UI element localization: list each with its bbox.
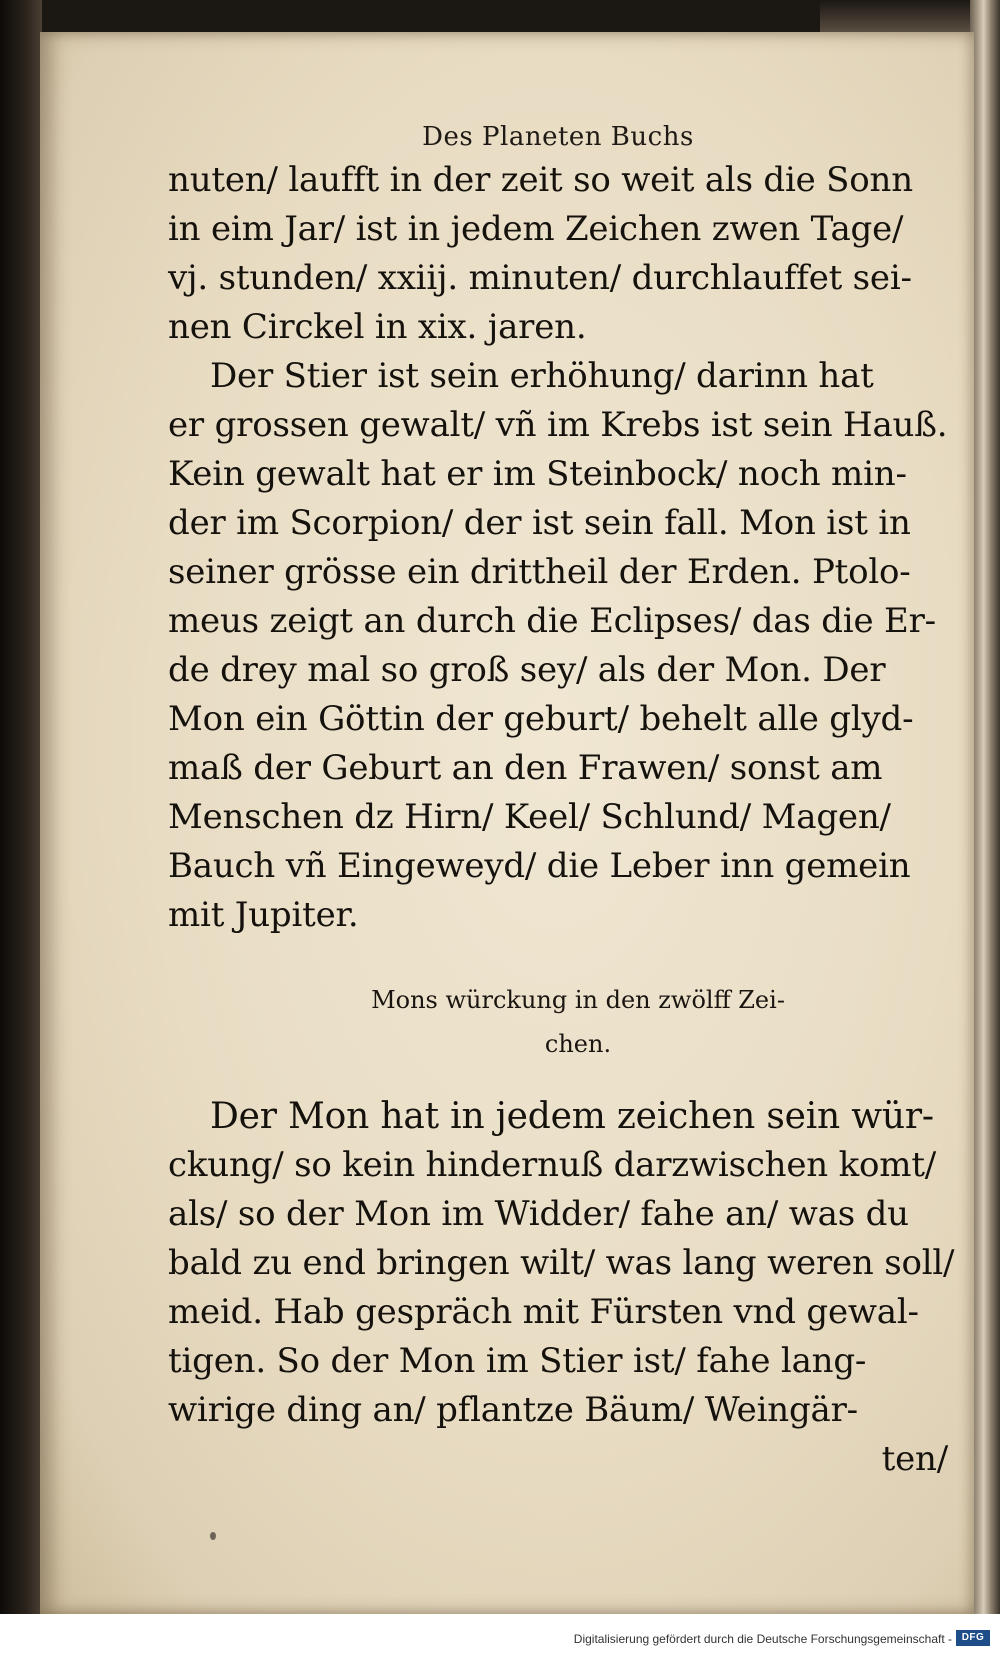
text-line: ckung/ so kein hindernuß darzwischen komt/ bbox=[168, 1145, 937, 1185]
text-line: Kein gewalt hat er im Steinbock/ noch min- bbox=[168, 454, 907, 494]
text-line: Der Mon hat in jedem zeichen sein wür- bbox=[210, 1096, 934, 1137]
paragraph-2 bbox=[168, 352, 948, 940]
book-binding bbox=[0, 0, 42, 1666]
footer-bar bbox=[0, 1614, 1000, 1666]
text-line: Mon ein Göttin der geburt/ behelt alle glyd- bbox=[168, 699, 914, 739]
text-line: Menschen dz Hirn/ Keel/ Schlund/ Magen/ bbox=[168, 797, 891, 837]
text-line: wirige ding an/ pflantze Bäum/ Weingär- bbox=[168, 1390, 858, 1430]
section-heading-line: Mons würckung in den zwölff Zei- bbox=[371, 986, 785, 1014]
ink-spot bbox=[210, 1532, 216, 1540]
footer-credit: Digitalisierung gefördert durch die Deutsche Forschungsgemeinschaft - bbox=[573, 1632, 952, 1646]
text-line: maß der Geburt an den Frawen/ sonst am bbox=[168, 748, 883, 788]
paragraph-1 bbox=[168, 156, 948, 352]
text-line: de drey mal so groß sey/ als der Mon. Der bbox=[168, 650, 886, 690]
text-line: Der Stier ist sein erhöhung/ darinn hat bbox=[210, 356, 874, 396]
dfg-logo[interactable]: DFG bbox=[956, 1630, 990, 1646]
text-line: nen Circkel in xix. jaren. bbox=[168, 307, 587, 347]
section-heading-line: chen. bbox=[544, 1030, 612, 1058]
text-line: tigen. So der Mon im Stier ist/ fahe lang- bbox=[168, 1341, 867, 1381]
text-line: meus zeigt an durch die Eclipses/ das die Er- bbox=[168, 601, 936, 641]
section-heading bbox=[168, 978, 948, 1066]
paragraph-3 bbox=[168, 1092, 955, 1484]
text-line: er grossen gewalt/ vñ im Krebs ist sein Hauß. bbox=[168, 405, 948, 445]
page-text-block bbox=[168, 122, 955, 1484]
text-line: nuten/ laufft in der zeit so weit als die Sonn bbox=[168, 160, 913, 200]
text-line: als/ so der Mon im Widder/ fahe an/ was du bbox=[168, 1194, 909, 1234]
text-line: seiner grösse ein drittheil der Erden. Ptolo- bbox=[168, 552, 911, 592]
page-edges bbox=[970, 0, 1000, 1666]
text-line: mit Jupiter. bbox=[168, 895, 359, 935]
text-line: Bauch vñ Eingeweyd/ die Leber inn gemein bbox=[168, 846, 911, 886]
text-line: in eim Jar/ ist in jedem Zeichen zwen Tage/ bbox=[168, 209, 904, 249]
catchword: ten/ bbox=[881, 1439, 948, 1479]
text-line: meid. Hab gespräch mit Fürsten vnd gewal- bbox=[168, 1292, 919, 1332]
running-head: Des Planeten Buchs bbox=[422, 122, 694, 152]
text-line: bald zu end bringen wilt/ was lang weren soll/ bbox=[168, 1243, 955, 1283]
text-line: der im Scorpion/ der ist sein fall. Mon ist in bbox=[168, 503, 911, 543]
book-page bbox=[40, 32, 974, 1614]
text-line: vj. stunden/ xxiij. minuten/ durchlauffet sei- bbox=[168, 258, 912, 298]
